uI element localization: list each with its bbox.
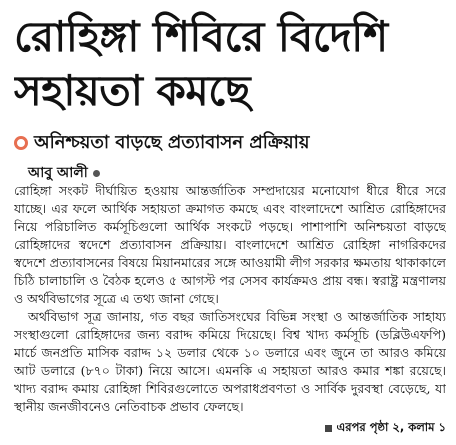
byline bbox=[28, 164, 100, 182]
continuation-note bbox=[218, 418, 446, 438]
ring-bullet-icon bbox=[14, 136, 28, 150]
headline-line-1: রোহিঙ্গা শিবিরে বিদেশি bbox=[14, 12, 388, 61]
continuation-text: এরপর পৃষ্ঠা ২, কলাম ১ bbox=[336, 419, 446, 434]
subheadline bbox=[14, 128, 444, 158]
byline-dot-icon bbox=[93, 170, 100, 177]
subheadline-text: অনিশ্চয়তা বাড়ছে প্রত্যাবাসন প্রক্রিয়ায় bbox=[34, 131, 310, 153]
paragraph-1: রোহিঙ্গা সংকট দীর্ঘায়িত হওয়ায় আন্তর্জাতিক সম্প্রদায়ের মনোযোগ ধীরে ধীরে সরে যাচ্ছে। এর ফলে আর্থিক সহায়তা ক্রমাগত কমছে এবং বাংলাদেশে আশ্রিত রোহিঙ্গাদের নিয়ে পরিচালিত কর্মসূচিগুলো আর্থিক সংকটে পড়ছে। পাশাপাশি অনিশ্চয়তা বাড়ছে রোহিঙ্গাদের স্বদেশে প্রত্যাবাসন প্রক্রিয়ায়। বাংলাদেশে আশ্রিত রোহিঙ্গা নাগরিকদের স্বদেশে প্রত্যাবাসনের বিষয়ে মিয়ানমারের সঙ্গে আওয়ামী লীগ সরকার ক্ষমতায় থাকাকালে চিঠি চালাচালি ও বৈঠক হলেও ৫ আগস্ট পর সেসব কার্যক্রমও প্রায় বন্ধ। স্বরাষ্ট্র মন্ত্রণালয় ও অর্থবিভাগের সূত্রে এ তথ্য জানা গেছে। bbox=[14, 183, 446, 306]
headline bbox=[14, 10, 444, 118]
author-name: আবু আলী bbox=[28, 165, 88, 181]
paragraph-2: অর্থবিভাগ সূত্র জানায়, গত বছর জাতিসংঘের বিভিন্ন সংস্থা ও আন্তর্জাতিক সাহায্য সংস্থাগুলো রোহিঙ্গাদের জন্য বরাদ্দ কমিয়ে দিয়েছে। বিশ্ব খাদ্য কর্মসূচি (ডব্লিউএফপি) মার্চে জনপ্রতি মাসিক বরাদ্দ ১২ ডলার থেকে ১০ ডলারে এবং জুনে তা আরও কমিয়ে আট ডলারে (৮৭০ টাকা) নিয়ে আসে। এমনকি এ সহায়তা আরও কমার শঙ্কা রয়েছে। খাদ্য বরাদ্দ কমায় রোহিঙ্গা শিবিরগুলোতে অপরাধপ্রবণতা ও সার্বিক দুরবস্থা বেড়েছে, যা স্থানীয় জনজীবনেও নেতিবাচক প্রভাব ফেলছে। bbox=[14, 309, 446, 414]
square-bullet-icon bbox=[325, 425, 332, 432]
headline-line-2: সহায়তা কমছে bbox=[14, 66, 251, 115]
article-body bbox=[14, 182, 446, 418]
